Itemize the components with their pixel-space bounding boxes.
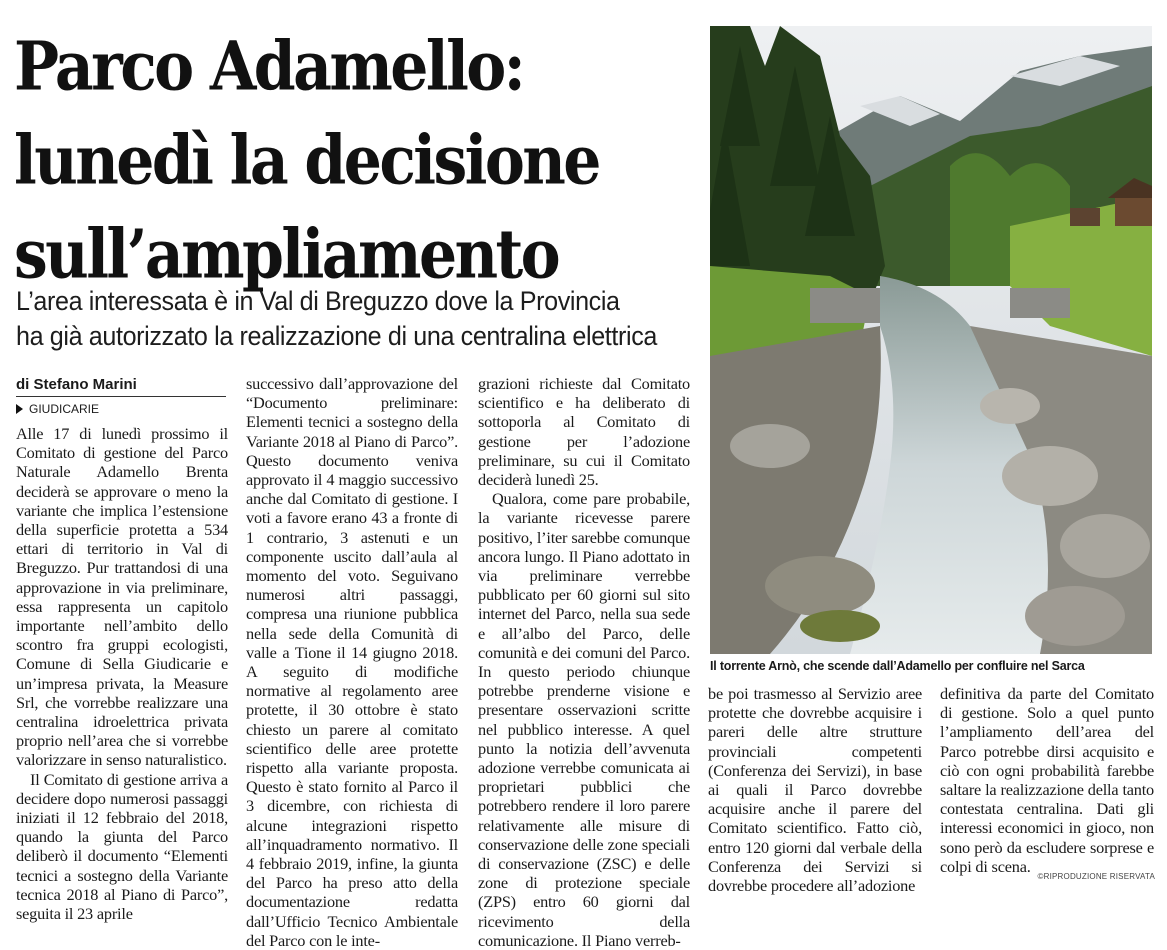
boulder xyxy=(980,388,1040,424)
paragraph: successivo dall’approvazione del “Documento preliminare: Elementi tecnici a sostegno della Variante 2018 al Piano di Parco”. Questo documento veniva approvato il 4 maggio successivo anche dal Comitato di gestione. I voti a favore erano 43 a fronte di 1 contrario, 3 astenuti e un componente uscito dall’aula al momento del voto. Seguivano numerosi altri passaggi, compresa una riunione pubblica nella sede della Comunità di valle a Tione il 14 giugno 2018. A seguito di modifiche normative al regolamento aree protette, il 30 ottobre è stato chiesto un parere al comitato scientifico delle aree protette rispetto alla variante proposta. Questo è stato fornito al Parco il 3 dicembre, con richiesta di alcune integrazioni rispetto all’inquadramento normativo. Il 4 febbraio 2019, infine, la giunta del Parco ha preso atto della documentazione redatta dall’Ufficio Tecnico Ambientale del Parco con le inte- xyxy=(246,374,458,950)
mossy-rock xyxy=(800,610,880,642)
boulder xyxy=(1060,514,1150,578)
headline-line: sull’ampliamento xyxy=(14,216,559,295)
stone-wall xyxy=(1010,288,1070,318)
section-label xyxy=(16,402,226,416)
photo-caption: Il torrente Arnò, che scende dall’Adamello per confluire nel Sarca xyxy=(710,659,1085,673)
boulder xyxy=(730,424,810,468)
paragraph: Alle 17 di lunedì prossimo il Comitato di gestione del Parco Naturale Adamello Brenta deciderà se approvare o meno la variante che implica l’estensione della superficie protetta a 534 ettari di territorio in Val di Breguzzo. Pur trattandosi di una approvazione in via preliminare, essa rappresenta un capitolo importante nell’ambito dello scontro fra gruppi ecologisti, Comune di Sella Giudicarie e un’impresa privata, la Measure Srl, che vorrebbe realizzare una centralina idroelettrica privata proprio nell’area che si vorrebbe valorizzare in senso naturalistico. xyxy=(16,424,228,770)
boulder xyxy=(1025,586,1125,646)
headline-line: Parco Adamello: xyxy=(14,27,524,107)
article-column-1 xyxy=(16,424,228,923)
subheadline xyxy=(16,284,658,354)
boulder xyxy=(1002,446,1098,506)
boulder xyxy=(765,556,875,616)
copyright-notice: ©RIPRODUZIONE RISERVATA xyxy=(1037,872,1155,881)
wooden-shed xyxy=(1070,208,1100,226)
article-column-4 xyxy=(708,684,922,895)
river-photo xyxy=(710,26,1152,654)
wooden-cabin xyxy=(1115,196,1152,226)
article-column-3 xyxy=(478,374,690,950)
paragraph: Qualora, come pare probabile, la variante ricevesse parere positivo, l’iter sarebbe comunque ancora lungo. Il Piano adottato in via preliminare verrebbe pubblicato per 60 giorni sul sito internet del Parco, nella sua sede e all’albo del Parco, delle comunità e dei comuni del Parco. In questo periodo chiunque potrebbe prenderne visione e presentare osservazioni scritte nel pubblico interesse. A quel punto la notizia dell’avvenuta adozione verrebbe comunicata ai proprietari pubblici che potrebbero rendere il loro parere relativamente alle misure di conservazione delle zone speciali di conservazione (ZSC) e delle zone di protezione speciale (ZPS) entro 60 giorni dal ricevimento della comunicazione. Il Piano verreb- xyxy=(478,489,690,950)
headline xyxy=(14,20,704,302)
byline-block xyxy=(16,376,226,416)
headline-line: lunedì la decisione xyxy=(14,121,599,201)
byline-author: di Stefano Marini xyxy=(16,376,226,397)
paragraph: Il Comitato di gestione arriva a decidere dopo numerosi passaggi iniziati il 12 febbraio del 2018, quando la giunta del Parco deliberò il documento “Elementi tecnici a sostegno della Variante tecnica 2018 al Piano di Parco”, seguita il 23 aprile xyxy=(16,769,228,924)
section-marker-icon xyxy=(16,404,23,414)
stone-wall xyxy=(810,288,880,323)
river-photo-illustration xyxy=(710,26,1152,654)
subheadline-line: ha già autorizzato la realizzazione di una centralina elettrica xyxy=(16,321,657,351)
paragraph: grazioni richieste dal Comitato scientifico e ha deliberato di sottoporla al Comitato di gestione per l’adozione preliminare, su cui il Comitato deciderà lunedì 25. xyxy=(478,374,690,490)
subheadline-line: L’area interessata è in Val di Breguzzo dove la Provincia xyxy=(16,286,620,316)
section-name: GIUDICARIE xyxy=(29,402,100,416)
article-column-2 xyxy=(246,374,458,950)
paragraph: be poi trasmesso al Servizio aree protette che dovrebbe acquisire i pareri delle altre strutture provinciali competenti (Conferenza dei Servizi), in base ai quali il Parco dovrebbe acquisire anche il parere del Comitato scientifico. Fatto ciò, entro 120 giorni dal verbale della Conferenza dei Servizi si dovrebbe procedere all’adozione xyxy=(708,684,922,896)
article-column-5 xyxy=(940,684,1154,876)
paragraph: definitiva da parte del Comitato di gestione. Solo a quel punto l’ampliamento dell’area del Parco potrebbe dirsi acquisito e ciò con ogni probabilità farebbe saltare la realizzazione della tanto contestata centralina. Dati gli interessi economici in gioco, non sono però da escludere sorprese e colpi di scena. xyxy=(940,684,1154,876)
